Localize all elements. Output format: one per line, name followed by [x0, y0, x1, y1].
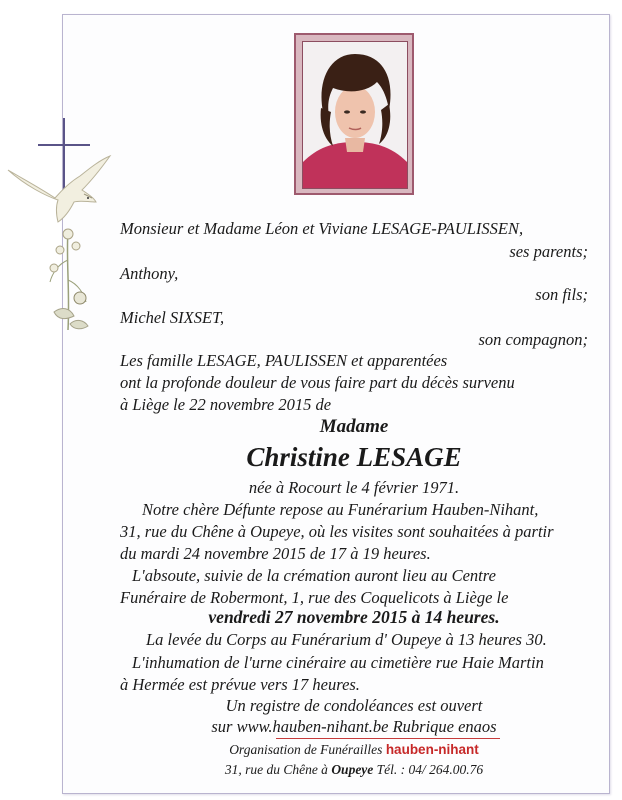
inhumation-time-line: à Hermée est prévue vers 17 heures. — [120, 675, 360, 694]
funerarium-line: Notre chère Défunte repose au Funérarium Hauben-Nihant, — [142, 500, 539, 519]
birth-line: née à Rocourt le 4 février 1971. — [248, 478, 460, 497]
website-line[interactable]: sur www.hauben-nihant.be Rubrique enaos — [211, 717, 497, 736]
footer-divider — [276, 738, 500, 739]
parents-role: ses parents; — [509, 242, 588, 261]
footer-address-street: 31, rue du Chêne à — [224, 762, 328, 777]
portrait-image — [303, 42, 407, 188]
levee-line: La levée du Corps au Funérarium d' Oupeye à 13 heures 30. — [146, 630, 547, 649]
portrait-frame — [294, 33, 414, 195]
absoute-line: L'absoute, suivie de la crémation auront lieu au Centre — [132, 566, 496, 585]
death-date-line: à Liège le 22 novembre 2015 de — [120, 395, 332, 414]
brand-logo: hauben-nihant — [385, 742, 479, 757]
footer-org-label: Organisation de Funérailles — [229, 742, 383, 757]
partner-role: son compagnon; — [478, 330, 588, 349]
footer-address-town: Oupeye — [331, 762, 374, 777]
son-name: Anthony, — [120, 264, 179, 283]
announcement-line: ont la profonde douleur de vous faire part du décès survenu — [120, 373, 515, 392]
flower-icon — [40, 220, 100, 340]
crematorium-line: Funéraire de Robermont, 1, rue des Coquelicots à Liège le — [120, 588, 509, 607]
visits-date-line: du mardi 24 novembre 2015 de 17 à 19 heures. — [120, 544, 431, 563]
deceased-name: Christine LESAGE — [246, 442, 462, 472]
ceremony-date: vendredi 27 novembre 2015 à 14 heures. — [208, 607, 500, 627]
inhumation-line: L'inhumation de l'urne cinéraire au cimetière rue Haie Martin — [132, 653, 544, 672]
parents-line: Monsieur et Madame Léon et Viviane LESAGE-PAULISSEN, — [120, 219, 524, 238]
footer-address — [120, 762, 588, 778]
son-role: son fils; — [535, 285, 588, 304]
footer-phone: Tél. : 04/ 264.00.76 — [376, 762, 484, 777]
family-line: Les famille LESAGE, PAULISSEN et apparentées — [120, 351, 448, 370]
register-line: Un registre de condoléances est ouvert — [225, 696, 483, 715]
visits-line: 31, rue du Chêne à Oupeye, où les visites sont souhaitées à partir — [120, 522, 554, 541]
portrait-photo — [302, 41, 408, 189]
honorific: Madame — [319, 416, 389, 437]
partner-name: Michel SIXSET, — [120, 308, 225, 327]
footer-org — [120, 742, 588, 758]
